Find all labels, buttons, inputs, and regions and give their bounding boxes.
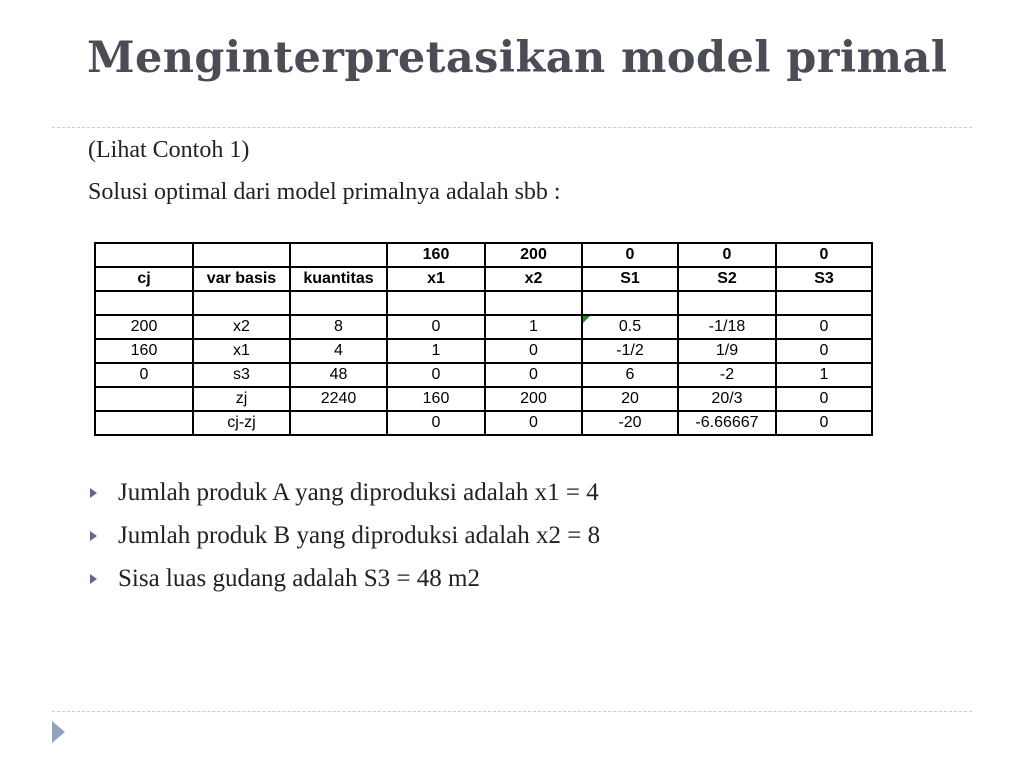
column-header: S3 — [776, 267, 872, 291]
cell-value: 0.5 — [618, 318, 642, 335]
table-cell — [678, 291, 776, 315]
table-cell: 1 — [776, 363, 872, 387]
table-cell: -2 — [678, 363, 776, 387]
table-cell — [290, 411, 387, 435]
table-cell: 0 — [485, 339, 582, 363]
triangle-bullet-icon — [90, 531, 97, 541]
table-cell — [290, 243, 387, 267]
table-cell: 0 — [776, 339, 872, 363]
list-item-text: Jumlah produk A yang diproduksi adalah x1 = 4 — [118, 479, 599, 506]
table-cell: 160 — [387, 243, 485, 267]
table-cell: -1/2 — [582, 339, 678, 363]
coefficient-header-row — [95, 243, 872, 267]
table-cell — [193, 291, 290, 315]
column-header-row — [95, 267, 872, 291]
table-cell: 0 — [776, 315, 872, 339]
table-cell: -1/18 — [678, 315, 776, 339]
table-cell: 0 — [485, 363, 582, 387]
table-cell: 0 — [776, 411, 872, 435]
column-header: cj — [95, 267, 193, 291]
table-cell: 20/3 — [678, 387, 776, 411]
table-cell: 4 — [290, 339, 387, 363]
table-cell — [582, 291, 678, 315]
table-cell: 200 — [485, 387, 582, 411]
table-row — [95, 363, 872, 387]
table-cell — [95, 291, 193, 315]
table-cell: cj-zj — [193, 411, 290, 435]
table-row — [95, 411, 872, 435]
table-cell — [193, 243, 290, 267]
list-item — [88, 474, 600, 517]
table-cell: 1/9 — [678, 339, 776, 363]
column-header: S1 — [582, 267, 678, 291]
table-cell: 0 — [387, 411, 485, 435]
table-cell: 8 — [290, 315, 387, 339]
list-item — [88, 560, 600, 603]
simplex-tableau — [94, 242, 873, 436]
column-header: S2 — [678, 267, 776, 291]
table-cell: 0 — [387, 363, 485, 387]
table-cell — [387, 291, 485, 315]
table-row — [95, 387, 872, 411]
table-cell: 0 — [776, 387, 872, 411]
title-divider — [52, 127, 972, 128]
list-item-text: Sisa luas gudang adalah S3 = 48 m2 — [118, 565, 480, 592]
slide-title: Menginterpretasikan model primal — [87, 33, 948, 83]
table-cell: s3 — [193, 363, 290, 387]
table-cell: 0 — [678, 243, 776, 267]
table-cell — [95, 387, 193, 411]
table-cell: 48 — [290, 363, 387, 387]
table-cell — [582, 315, 678, 339]
table-cell: 0 — [485, 411, 582, 435]
next-slide-arrow-icon[interactable] — [52, 721, 65, 743]
table-cell — [95, 243, 193, 267]
table-cell: 20 — [582, 387, 678, 411]
column-header: x2 — [485, 267, 582, 291]
table-cell: x2 — [193, 315, 290, 339]
table-cell — [776, 291, 872, 315]
column-header: x1 — [387, 267, 485, 291]
table-cell: 160 — [387, 387, 485, 411]
table-cell — [290, 291, 387, 315]
intro-statement: Solusi optimal dari model primalnya adalah sbb : — [88, 179, 561, 205]
table-cell: 200 — [95, 315, 193, 339]
table-cell: -20 — [582, 411, 678, 435]
intro-reference: (Lihat Contoh 1) — [88, 137, 250, 163]
list-item-text: Jumlah produk B yang diproduksi adalah x2 = 8 — [118, 522, 601, 549]
table-cell: 160 — [95, 339, 193, 363]
cell-comment-marker-icon — [583, 316, 590, 323]
interpretation-list — [88, 474, 600, 603]
table-row — [95, 339, 872, 363]
table-cell: 1 — [387, 339, 485, 363]
table-cell: 6 — [582, 363, 678, 387]
table-cell: x1 — [193, 339, 290, 363]
table-cell — [485, 291, 582, 315]
footer-divider — [52, 711, 972, 712]
table-cell: 200 — [485, 243, 582, 267]
list-item — [88, 517, 600, 560]
column-header: var basis — [193, 267, 290, 291]
table-cell: 0 — [582, 243, 678, 267]
triangle-bullet-icon — [90, 488, 97, 498]
table-cell: 0 — [387, 315, 485, 339]
column-header: kuantitas — [290, 267, 387, 291]
table-cell: -6.66667 — [678, 411, 776, 435]
table-cell: 0 — [776, 243, 872, 267]
table-row — [95, 291, 872, 315]
table-cell: 2240 — [290, 387, 387, 411]
table-cell: zj — [193, 387, 290, 411]
table-cell: 0 — [95, 363, 193, 387]
table-row — [95, 315, 872, 339]
table-cell — [95, 411, 193, 435]
triangle-bullet-icon — [90, 574, 97, 584]
table-cell: 1 — [485, 315, 582, 339]
